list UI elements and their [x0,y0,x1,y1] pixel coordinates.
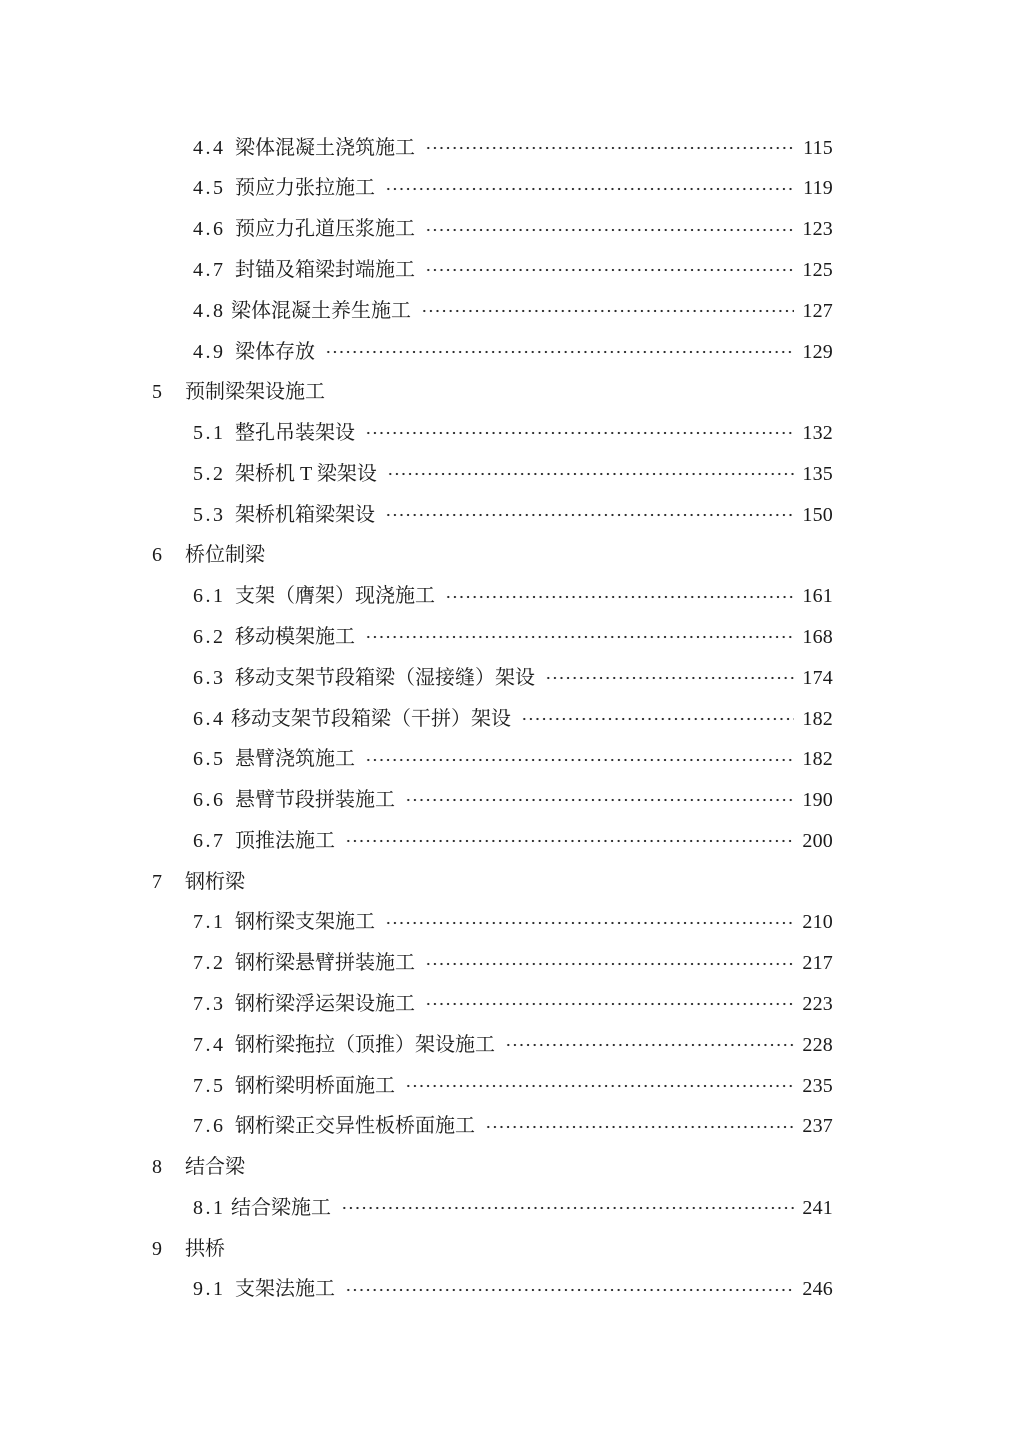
entry-number: 7.6 [193,1115,226,1138]
toc-section-heading [152,1147,833,1188]
entry-title: 架桥机箱梁架设 [235,503,375,526]
dot-leader [521,713,794,725]
dot-leader [445,591,794,603]
entry-title: 钢桁梁支架施工 [235,911,375,934]
entry-title: 移动支架节段箱梁（湿接缝）架设 [235,666,535,689]
toc-entry [193,291,833,332]
section-number: 7 [152,870,165,893]
dot-leader [385,509,794,521]
table-of-contents [0,128,1012,1311]
toc-entry [193,168,833,209]
toc-entry [193,495,833,536]
entry-title: 整孔吊装架设 [235,422,355,445]
toc-entry [193,413,833,454]
toc-section-heading [152,862,833,903]
entry-number: 5.3 [193,503,226,526]
entry-number: 7.3 [193,993,226,1015]
toc-entry [193,739,833,780]
entry-number: 4.5 [193,177,226,200]
entry-title: 钢桁梁浮运架设施工 [235,993,415,1015]
entry-title: 架桥机 T 梁架设 [235,462,377,485]
entry-title: 梁体混凝土浇筑施工 [235,136,415,159]
entry-number: 7.2 [193,952,226,975]
entry-number: 4.9 [193,340,226,363]
section-number: 6 [152,544,165,567]
toc-entry [193,454,833,495]
toc-entry [193,658,833,699]
toc-entry [193,821,833,862]
section-title: 钢桁梁 [185,870,245,893]
toc-entry [193,1269,833,1310]
dot-leader [485,1121,794,1133]
entry-number: 4.4 [193,136,226,159]
entry-title: 梁体存放 [235,340,315,363]
toc-entry [193,576,833,617]
entry-page-number: 115 [803,136,833,159]
section-title: 桥位制梁 [185,544,265,567]
dot-leader [425,224,794,236]
entry-title: 悬臂节段拼装施工 [235,789,395,812]
entry-page-number: 125 [802,258,833,281]
entry-number: 6.2 [193,625,226,648]
toc-entry [193,1025,833,1066]
entry-number: 6.5 [193,748,226,771]
entry-number: 5.2 [193,462,226,485]
dot-leader [505,1039,794,1051]
entry-page-number: 223 [802,993,833,1015]
toc-entry [193,128,833,169]
dot-leader [545,672,794,684]
dot-leader [405,1080,794,1092]
entry-title: 预应力孔道压浆施工 [235,218,415,241]
entry-number: 5.1 [193,422,226,445]
entry-page-number: 210 [802,911,833,934]
toc-entry [193,984,833,1025]
dot-leader [365,754,794,766]
entry-page-number: 182 [802,748,833,771]
section-number: 5 [152,381,165,404]
entry-number: 4.6 [193,218,226,241]
entry-number: 7.1 [193,911,226,934]
entry-title: 移动模架施工 [235,625,355,648]
dot-leader [425,142,795,154]
section-number: 8 [152,1156,165,1179]
entry-title: 移动支架节段箱梁（干拼）架设 [231,707,511,730]
toc-entry [193,332,833,373]
dot-leader [341,1202,794,1214]
entry-page-number: 241 [802,1196,833,1219]
entry-title: 钢桁梁拖拉（顶推）架设施工 [235,1033,495,1056]
entry-title: 封锚及箱梁封端施工 [235,258,415,281]
toc-section-heading [152,535,833,576]
entry-page-number: 174 [802,666,833,689]
toc-entry [193,902,833,943]
entry-number: 6.3 [193,666,226,689]
dot-leader [421,305,794,317]
entry-page-number: 200 [802,829,833,852]
entry-number: 6.6 [193,789,226,812]
toc-entry [193,1066,833,1107]
entry-title: 预应力张拉施工 [235,177,375,200]
section-number: 9 [152,1237,165,1260]
entry-page-number: 123 [802,218,833,241]
entry-number: 6.1 [193,585,226,608]
entry-page-number: 127 [802,299,833,322]
dot-leader [345,1284,794,1296]
entry-title: 钢桁梁明桥面施工 [235,1074,395,1097]
entry-title: 梁体混凝土养生施工 [231,299,411,322]
dot-leader [425,958,794,970]
toc-entry [193,943,833,984]
entry-page-number: 161 [802,585,833,608]
entry-page-number: 246 [802,1278,833,1301]
entry-page-number: 119 [803,177,833,200]
dot-leader [425,264,794,276]
entry-number: 6.4 [193,707,226,730]
entry-page-number: 237 [802,1115,833,1138]
entry-title: 钢桁梁悬臂拼装施工 [235,952,415,975]
entry-number: 8.1 [193,1196,226,1219]
entry-number: 4.8 [193,299,226,322]
entry-page-number: 129 [802,340,833,363]
entry-title: 顶推法施工 [235,829,335,852]
entry-page-number: 235 [802,1074,833,1097]
entry-page-number: 132 [802,422,833,445]
dot-leader [345,835,794,847]
dot-leader [325,346,794,358]
dot-leader [405,794,794,806]
entry-title: 支架法施工 [235,1278,335,1301]
toc-entry [193,1106,833,1147]
entry-number: 7.5 [193,1074,226,1097]
entry-page-number: 150 [802,503,833,526]
toc-entry [193,780,833,821]
entry-title: 支架（膺架）现浇施工 [235,585,435,608]
dot-leader [385,183,795,195]
entry-title: 钢桁梁正交异性板桥面施工 [235,1115,475,1138]
dot-leader [365,427,794,439]
dot-leader [425,998,794,1010]
entry-page-number: 135 [802,462,833,485]
toc-entry [193,1188,833,1229]
dot-leader [385,917,794,929]
dot-leader [387,468,795,480]
toc-entry [193,250,833,291]
toc-section-heading [152,1229,833,1270]
entry-number: 7.4 [193,1033,226,1056]
entry-number: 4.7 [193,258,226,281]
entry-number: 6.7 [193,829,226,852]
entry-title: 结合梁施工 [231,1196,331,1219]
toc-entry [193,617,833,658]
entry-page-number: 182 [802,707,833,730]
entry-page-number: 228 [802,1033,833,1056]
entry-title: 悬臂浇筑施工 [235,748,355,771]
section-title: 结合梁 [185,1156,245,1179]
section-title: 拱桥 [185,1237,225,1260]
entry-number: 9.1 [193,1278,226,1301]
entry-page-number: 190 [802,789,833,812]
entry-page-number: 168 [802,625,833,648]
toc-entry [193,209,833,250]
toc-section-heading [152,372,833,413]
toc-entry [193,699,833,740]
entry-page-number: 217 [802,952,833,975]
section-title: 预制梁架设施工 [185,381,325,404]
dot-leader [365,631,794,643]
